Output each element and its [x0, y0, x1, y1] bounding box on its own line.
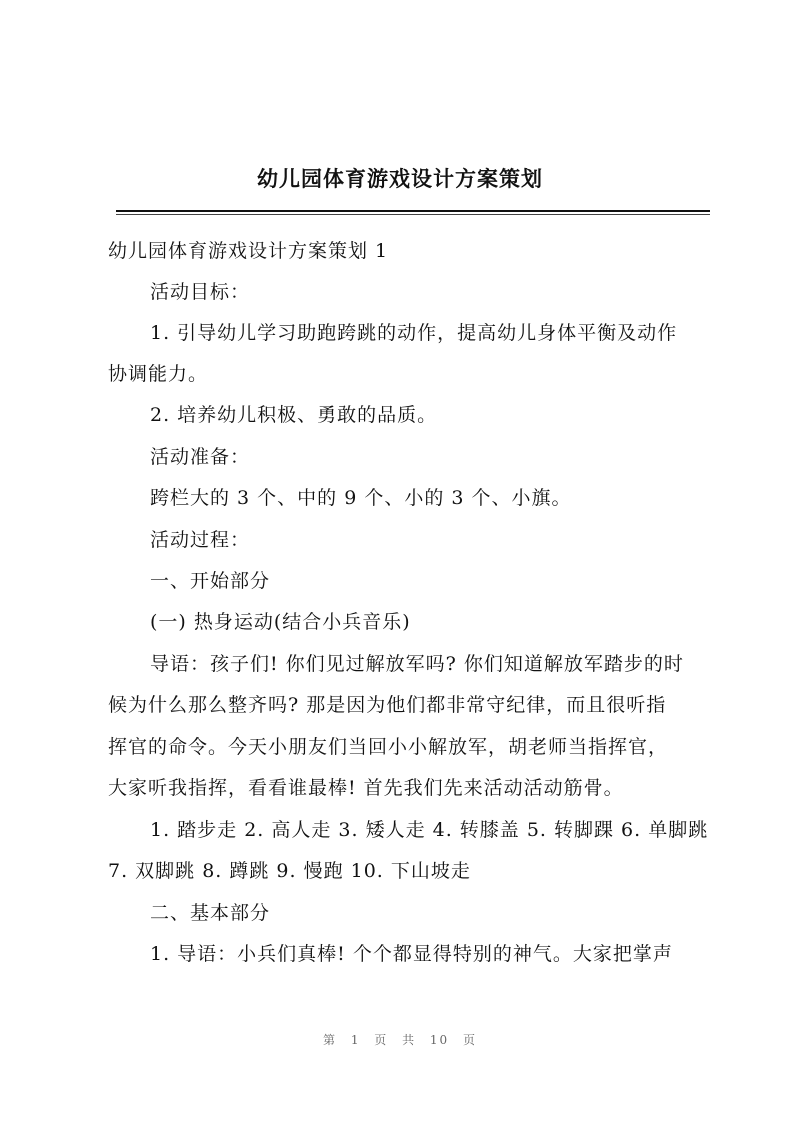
section-heading: 幼儿园体育游戏设计方案策划 1: [108, 240, 389, 262]
paragraph-line: 跨栏大的 3 个、中的 9 个、小的 3 个、小旗。: [150, 487, 572, 509]
paragraph-line: 一、开始部分: [150, 570, 271, 592]
paragraph-line: 大家听我指挥，看看谁最棒! 首先我们先来活动活动筋骨。: [108, 777, 624, 799]
paragraph-line: 活动过程：: [150, 529, 251, 551]
paragraph-line: 活动目标：: [150, 281, 251, 303]
paragraph-line: 二、基本部分: [150, 902, 271, 924]
page-number: 第 1 页 共 10 页: [323, 1033, 477, 1047]
paragraph-line: 1. 踏步走 2. 高人走 3. 矮人走 4. 转膝盖 5. 转脚踝 6. 单脚跳: [150, 819, 709, 841]
paragraph-line: 协调能力。: [108, 363, 209, 385]
paragraph-line: 1. 导语：小兵们真棒! 个个都显得特别的神气。大家把掌声: [150, 943, 673, 965]
paragraph-line: 导语：孩子们! 你们见过解放军吗? 你们知道解放军踏步的时: [150, 653, 684, 675]
paragraph-line: 1. 引导幼儿学习助跑跨跳的动作，提高幼儿身体平衡及动作: [150, 322, 678, 344]
paragraph-line: 活动准备：: [150, 446, 251, 468]
paragraph-line: 候为什么那么整齐吗? 那是因为他们都非常守纪律，而且很听指: [108, 694, 667, 716]
document-title: 幼儿园体育游戏设计方案策划: [257, 166, 543, 191]
title-divider: [116, 210, 710, 212]
paragraph-line: 2. 培养幼儿积极、勇敢的品质。: [150, 404, 438, 426]
paragraph-line: 7. 双脚跳 8. 蹲跳 9. 慢跑 10. 下山坡走: [108, 860, 471, 882]
paragraph-line: (一) 热身运动(结合小兵音乐): [150, 611, 411, 633]
paragraph-line: 挥官的命令。今天小朋友们当回小小解放军，胡老师当指挥官，: [108, 736, 669, 758]
title-divider-thin: [116, 214, 710, 215]
